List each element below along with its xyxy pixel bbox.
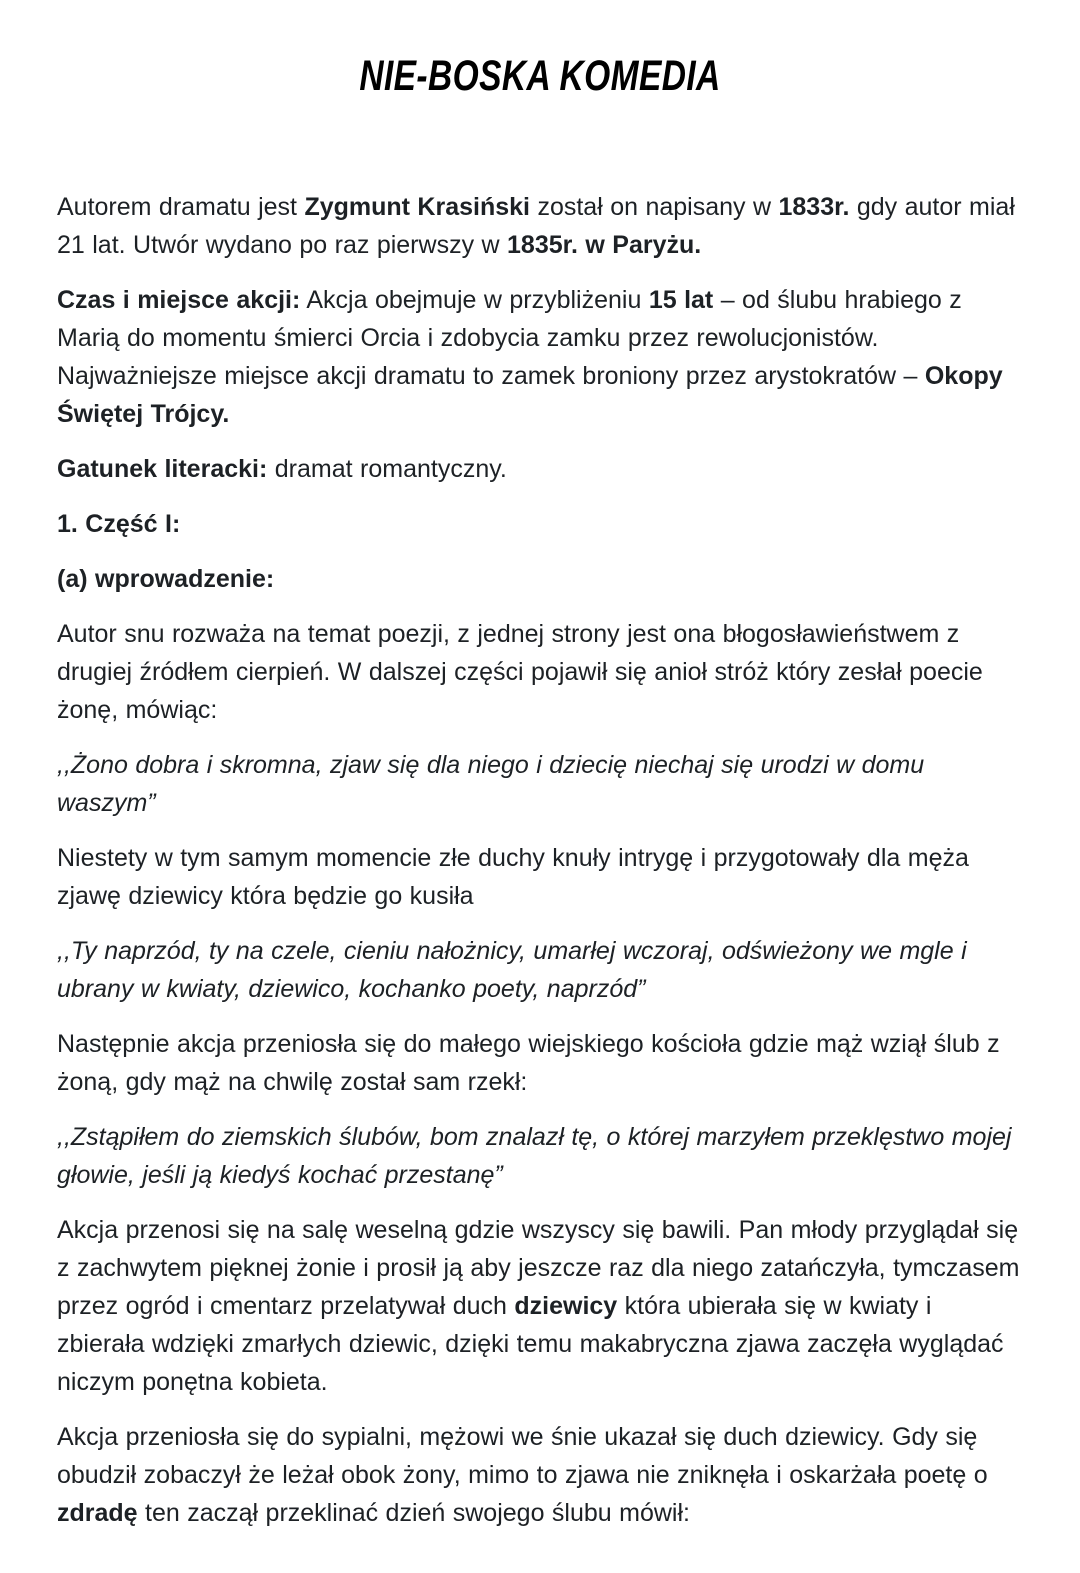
text-run: dramat romantyczny. bbox=[267, 455, 507, 483]
text-run: Czas i miejsce akcji: bbox=[57, 286, 301, 314]
paragraph bbox=[57, 1418, 1023, 1532]
text-run: Autorem dramatu jest bbox=[57, 193, 305, 221]
text-run: 15 lat bbox=[648, 286, 714, 314]
text-run: Okopy Świętej Trójcy. bbox=[57, 362, 1003, 428]
text-run: 1835r. w Paryżu. bbox=[507, 231, 702, 259]
text-run: Zygmunt Krasiński bbox=[304, 193, 530, 221]
section-heading bbox=[57, 560, 1023, 598]
text-run: Akcja przeniosła się do sypialni, mężowi we śnie ukazał się duch dziewicy. Gdy się obudził zobaczył że leżał obok żony, mimo to zjawa nie zniknęła i oskarżała poetę o bbox=[57, 1423, 988, 1489]
document-title: NIE-BOSKA KOMEDIA bbox=[359, 52, 721, 100]
document-body bbox=[57, 188, 1023, 1532]
paragraph bbox=[57, 615, 1023, 729]
text-run: – od ślubu hrabiego z Marią do momentu śmierci Orcia i zdobycia zamku przez rewolucjonistów. Najważniejsze miejsce akcji dramatu to zamek broniony przez arystokratów – bbox=[57, 286, 962, 390]
text-run: (a) wprowadzenie: bbox=[57, 565, 275, 593]
text-run: zdradę bbox=[57, 1499, 138, 1527]
text-run: Następnie akcja przeniosła się do małego wiejskiego kościoła gdzie mąż wziął ślub z żoną, gdy mąż na chwilę został sam rzekł: bbox=[57, 1030, 1000, 1096]
text-run: Niestety w tym samym momencie złe duchy knuły intrygę i przygotowały dla męża zjawę dziewicy która będzie go kusiła bbox=[57, 844, 969, 910]
text-run: Akcja obejmuje w przybliżeniu bbox=[300, 286, 649, 314]
paragraph bbox=[57, 1025, 1023, 1101]
quote-paragraph bbox=[57, 932, 1023, 1008]
paragraph bbox=[57, 839, 1023, 915]
paragraph bbox=[57, 188, 1023, 264]
section-heading bbox=[57, 505, 1023, 543]
text-run: Gatunek literacki: bbox=[57, 455, 268, 483]
text-run: 1833r. bbox=[778, 193, 850, 221]
text-run: ,,Żono dobra i skromna, zjaw się dla niego i dziecię niechaj się urodzi w domu waszym” bbox=[57, 751, 925, 817]
text-run: która ubierała się w kwiaty i zbierała wdzięki zmarłych dziewic, dzięki temu makabryczna zjawa zaczęła wyglądać niczym ponętna kobieta. bbox=[57, 1292, 1004, 1396]
text-run: Autor snu rozważa na temat poezji, z jednej strony jest ona błogosławieństwem z drugiej źródłem cierpień. W dalszej części pojawił się anioł stróż który zesłał poecie żonę, mówiąc: bbox=[57, 620, 983, 724]
text-run: dziewicy bbox=[514, 1292, 618, 1320]
text-run: ,,Ty naprzód, ty na czele, cieniu nałożnicy, umarłej wczoraj, odświeżony we mgle i ubrany w kwiaty, dziewico, kochanko poety, naprzód” bbox=[57, 937, 967, 1003]
paragraph bbox=[57, 450, 1023, 488]
quote-paragraph bbox=[57, 746, 1023, 822]
paragraph bbox=[57, 281, 1023, 433]
text-run: ,,Zstąpiłem do ziemskich ślubów, bom znalazł tę, o której marzyłem przeklęstwo mojej głowie, jeśli ją kiedyś kochać przestanę” bbox=[57, 1123, 1012, 1189]
text-run: ten zaczął przeklinać dzień swojego ślubu mówił: bbox=[137, 1499, 690, 1527]
text-run: Akcja przenosi się na salę weselną gdzie wszyscy się bawili. Pan młody przyglądał się z zachwytem pięknej żonie i prosił ją aby jeszcze raz dla niego zatańczyła, tymczasem przez ogród i cmentarz przelatywał duch bbox=[57, 1216, 1020, 1320]
text-run: został on napisany w bbox=[530, 193, 779, 221]
text-run: 1. Część I: bbox=[57, 510, 181, 538]
paragraph bbox=[57, 1211, 1023, 1401]
text-run: gdy autor miał 21 lat. Utwór wydano po raz pierwszy w bbox=[57, 193, 1015, 259]
quote-paragraph bbox=[57, 1118, 1023, 1194]
